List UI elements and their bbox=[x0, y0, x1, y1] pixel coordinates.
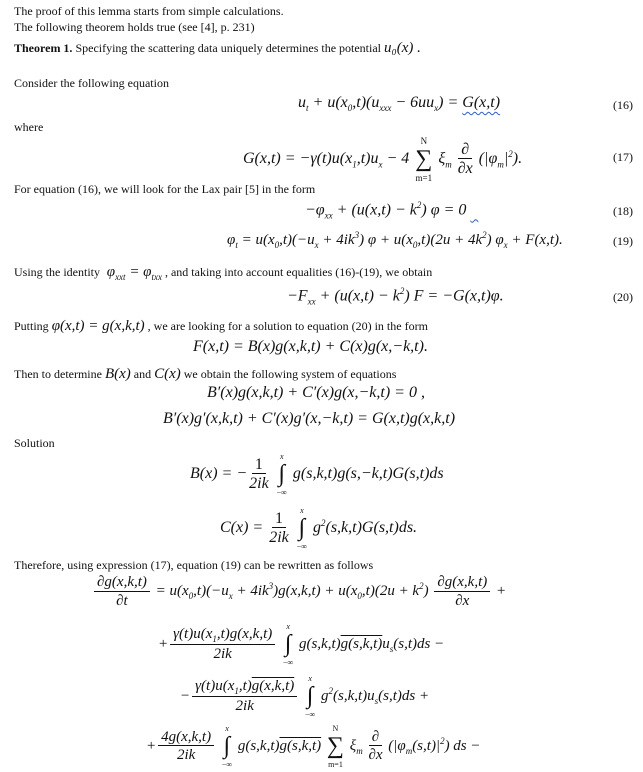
equation-17-number: (17) bbox=[613, 150, 633, 164]
equation-18-number: (18) bbox=[613, 204, 633, 218]
equation-19: $\varphi_t = u(x_0,t)(-u_x + 4ik^3) \varphi + u(x_0,t)(2u + 4k^2) \varphi_x + F(x,t)$. bbox=[227, 230, 563, 250]
intro-line-1: The proof of this lemma starts from simple calculations. bbox=[14, 4, 284, 18]
theorem-symbol: u₀(x) . bbox=[384, 40, 421, 56]
equation-F: F(x,t) = B(x)g(x,k,t) + C(x)g(x,−k,t). bbox=[193, 338, 428, 355]
equation-20-number: (20) bbox=[613, 290, 633, 304]
equation-19-number: (19) bbox=[613, 234, 633, 248]
identity-text-2: , and taking into account equalities (16)-(19), we obtain bbox=[164, 265, 433, 279]
solution-B: B(x) = − $\frac{1}{2ik}$ x ∫ −∞ g(s,k,t)g(s,−k,t)G(s,t)ds bbox=[190, 452, 444, 497]
equation-17: $G(x,t) = -\gamma(t)u(x_1,t)u_x - 4$ N ∑ m=1 $\xi_m$ $\frac{\partial}{\partial x}$ $(|\varphi_m|^2)$. bbox=[243, 136, 523, 183]
equation-20: $-F_{xx} + (u(x,t) - k^2) F = -G(x,t)\varphi$. bbox=[287, 286, 504, 307]
theorem-line bbox=[14, 40, 421, 57]
putting-symbol: φ(x,t) = g(x,k,t) bbox=[51, 318, 145, 334]
then-B: B(x) bbox=[104, 366, 131, 382]
then-text-2: we obtain the following system of equations bbox=[183, 367, 397, 381]
theorem-label: Theorem 1. bbox=[14, 41, 73, 55]
identity-symbol: $\varphi_{xxt} = \varphi_{txx}$ bbox=[103, 264, 162, 282]
equation-16: $u_t + u(x_0,t)(u_{xxx} - 6uu_x) = G(x,t)$ bbox=[298, 94, 501, 114]
rewritten-equation-line-1: $\frac{\partial g(x,k,t)}{\partial t}$ = $u(x_0,t)(-u_x + 4ik^3)g(x,k,t) + u(x_0,t)(2u + k^2)$ $\frac{\partial g(x,k,t)}{\partial x}$ + bbox=[92, 574, 506, 610]
putting-line bbox=[14, 318, 428, 335]
intro-line-2: The following theorem holds true (see [4], p. 231) bbox=[14, 20, 255, 34]
solution-C: C(x) = $\frac{1}{2ik}$ x ∫ −∞ $g^2(s,k,t)G(s,t)ds$. bbox=[220, 506, 418, 551]
then-C: C(x) bbox=[154, 366, 181, 382]
rewritten-equation-line-2: + $\frac{\gamma(t)u(x_1,t)g(x,k,t)}{2ik}$ x ∫ −∞ $g(s,k,t)g(s,k,t)u_s(s,t)ds$ − bbox=[158, 622, 445, 667]
identity-line bbox=[14, 264, 432, 282]
rewritten-equation-line-3: − $\frac{\gamma(t)u(x_1,t)g(x,k,t)}{2ik}$ x ∫ −∞ $g^2(s,k,t)u_s(s,t)ds$ + bbox=[180, 674, 430, 719]
consider-line: Consider the following equation bbox=[14, 76, 169, 90]
then-and: and bbox=[133, 367, 152, 381]
system-equation-2: B′(x)g′(x,k,t) + C′(x)g′(x,−k,t) = G(x,t)g(x,k,t) bbox=[163, 410, 456, 427]
theorem-text: Specifying the scattering data uniquely determines the potential bbox=[75, 41, 382, 55]
lax-line: For equation (16), we will look for the Lax pair [5] in the form bbox=[14, 182, 316, 196]
then-text-1: Then to determine bbox=[14, 367, 102, 381]
putting-text-2: , we are looking for a solution to equation (20) in the form bbox=[147, 319, 428, 333]
rewritten-equation-line-4: + $\frac{4g(x,k,t)}{2ik}$ x ∫ −∞ g(s,k,t)g(s,k,t) N ∑ m=1 $\xi_m$ $\frac{\partial}{\partial x}$ $(|\varphi_m(s,t)|^2)$ ds − bbox=[146, 724, 481, 769]
system-equation-1: B′(x)g(x,k,t) + C′(x)g(x,−k,t) = 0 , bbox=[207, 384, 425, 401]
equation-16-number: (16) bbox=[613, 98, 633, 112]
equation-18: $-\varphi_{xx} + (u(x,t) - k^2) \varphi = 0$ bbox=[305, 200, 471, 221]
solution-line: Solution bbox=[14, 436, 55, 450]
therefore-line: Therefore, using expression (17), equation (19) can be rewritten as follows bbox=[14, 558, 374, 572]
identity-text-1: Using the identity bbox=[14, 265, 100, 279]
putting-text-1: Putting bbox=[14, 319, 49, 333]
where-line: where bbox=[14, 120, 44, 134]
then-line bbox=[14, 366, 396, 383]
